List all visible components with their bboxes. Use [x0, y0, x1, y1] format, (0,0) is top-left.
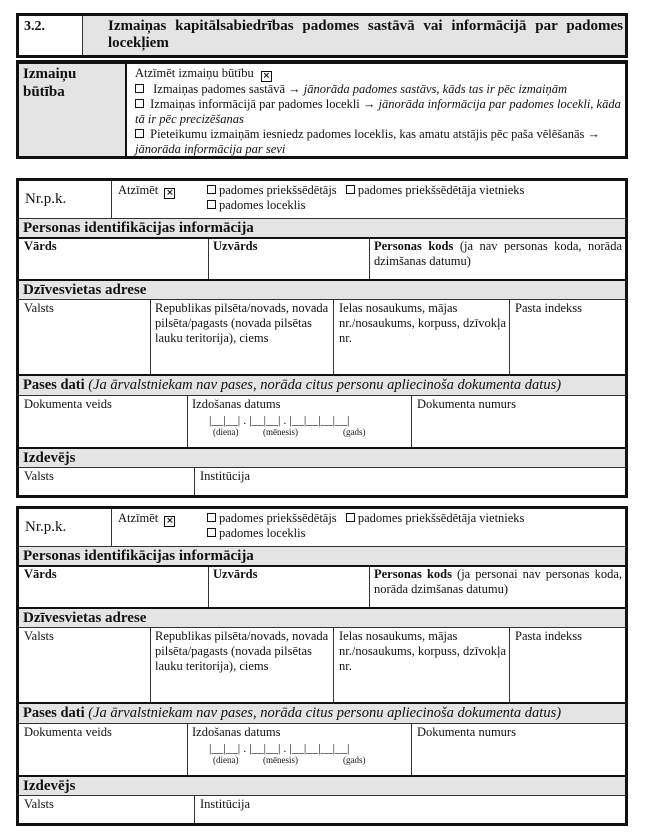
option-hint: jānorāda informācija par padomes locekli, kāda tā ir pēc precizēšanas [135, 97, 621, 126]
divider [333, 299, 334, 374]
personal-code-note: (ja nav personas koda, norāda dzimšanas datumu) [374, 239, 623, 268]
divider [19, 795, 625, 796]
first-name-label[interactable]: Vārds [24, 239, 57, 253]
nr-label: Nr.p.k. [25, 519, 67, 535]
year-caption: (gads) [343, 755, 366, 765]
checkbox-deputy[interactable] [346, 513, 355, 522]
date-slots: |__|__| . |__|__| . |__|__|__|__| [209, 413, 350, 427]
doc-type-label[interactable]: Dokumenta veids [24, 725, 112, 739]
personal-code-bold: Personas kods [374, 567, 452, 581]
passport-section-bold: Pases dati [23, 377, 85, 393]
doc-type-label[interactable]: Dokumenta veids [24, 397, 112, 411]
address-section-title: Dzīvesvietas adrese [19, 609, 625, 627]
issuer-country-label[interactable]: Valsts [24, 797, 54, 811]
city-label[interactable]: Republikas pilsēta/novads, novada pilsēta/pagasts (novada pilsētas lauku teritorija), ciems [155, 301, 329, 345]
checkbox-chairman[interactable] [207, 185, 216, 194]
city-label[interactable]: Republikas pilsēta/novads, novada pilsēta/pagasts (novada pilsētas lauku teritorija), ciems [155, 629, 329, 673]
doc-number-label[interactable]: Dokumenta numurs [417, 397, 516, 411]
checkbox-deputy[interactable] [346, 185, 355, 194]
divider [19, 467, 625, 468]
divider [509, 299, 510, 374]
role-deputy[interactable] [346, 511, 525, 525]
personal-code-note: (ja personai nav personas koda, norāda dzimšanas datumu) [374, 567, 622, 596]
role-label: padomes loceklis [219, 198, 306, 212]
checkbox-member[interactable] [207, 200, 216, 209]
option-text: Pieteikumu izmaiņām iesniedz padomes loceklis, kas amatu atstājis pēc paša vēlēšanās → [150, 127, 600, 141]
street-label[interactable]: Ielas nosaukums, mājas nr./nosaukums, korpuss, dzīvokļa nr. [339, 629, 507, 673]
year-caption: (gads) [343, 427, 366, 437]
day-caption: (diena) [213, 427, 239, 437]
change-nature-label: Izmaiņu būtība [23, 66, 77, 100]
option-member-info[interactable] [135, 97, 625, 127]
role-chairman[interactable] [207, 511, 337, 525]
passport-section-note: (Ja ārvalstniekam nav pases, norāda citus personu apliecinoša dokumenta datus) [88, 705, 562, 721]
checked-box-icon: × [166, 516, 174, 526]
section-header [16, 13, 628, 58]
divider [369, 239, 370, 279]
postal-label[interactable]: Pasta indekss [515, 629, 583, 643]
role-label: padomes priekšsēdētājs [219, 511, 337, 525]
checked-box-icon: × [262, 71, 271, 81]
divider [19, 723, 625, 724]
checked-box-icon: × [166, 188, 174, 198]
id-section-title: Personas identifikācijas informācija [19, 547, 625, 565]
personal-code-label[interactable] [374, 239, 622, 269]
postal-label[interactable]: Pasta indekss [515, 301, 583, 315]
divider [208, 567, 209, 607]
person-block-1 [16, 178, 628, 498]
passport-section-bold: Pases dati [23, 705, 85, 721]
option-text: Izmaiņas padomes sastāvā → [153, 82, 301, 96]
issue-date-label: Izdošanas datums [192, 397, 281, 411]
role-label: padomes loceklis [219, 526, 306, 540]
option-hint: jānorāda informācija par sevi [135, 142, 286, 156]
checkbox-member[interactable] [207, 528, 216, 537]
issue-date-input[interactable] [209, 741, 409, 771]
role-options [207, 183, 617, 213]
role-label: padomes priekšsēdētāja vietnieks [357, 183, 525, 197]
date-slots: |__|__| . |__|__| . |__|__|__|__| [209, 741, 350, 755]
address-section-title: Dzīvesvietas adrese [19, 281, 625, 299]
country-label[interactable]: Valsts [24, 301, 54, 315]
divider [333, 627, 334, 702]
mark-label-wrap [118, 511, 175, 527]
day-caption: (diena) [213, 755, 239, 765]
divider [150, 627, 151, 702]
option-text: Izmaiņas informācijā par padomes locekli → [150, 97, 376, 111]
option-resigned-member[interactable] [135, 127, 625, 157]
divider [208, 239, 209, 279]
doc-number-label[interactable]: Dokumenta numurs [417, 725, 516, 739]
issuer-institution-label[interactable]: Institūcija [200, 797, 250, 811]
divider [194, 795, 195, 823]
divider [19, 299, 625, 300]
personal-code-bold: Personas kods [374, 239, 454, 253]
id-section-title: Personas identifikācijas informācija [19, 219, 625, 237]
street-label[interactable]: Ielas nosaukums, mājas nr./nosaukums, korpuss, dzīvokļa nr. [339, 301, 507, 345]
month-caption: (mēnesis) [263, 755, 298, 765]
last-name-label[interactable]: Uzvārds [213, 239, 258, 253]
divider [411, 395, 412, 447]
issue-date-label: Izdošanas datums [192, 725, 281, 739]
mark-prompt-row [135, 66, 625, 82]
divider [509, 627, 510, 702]
divider [19, 627, 625, 628]
section-title: Izmaiņas kapitālsabiedrības padomes sastāvā vai informācijā par padomes locekļiem [108, 18, 623, 51]
checkbox-chairman[interactable] [207, 513, 216, 522]
role-deputy[interactable] [346, 183, 525, 197]
mark-label: Atzīmēt [118, 183, 159, 197]
nr-label: Nr.p.k. [25, 191, 67, 207]
issuer-section-title: Izdevējs [19, 449, 625, 467]
divider [187, 723, 188, 775]
issuer-section-title: Izdevējs [19, 777, 625, 795]
divider [19, 395, 625, 396]
change-nature-options [135, 66, 625, 157]
mark-prompt: Atzīmēt izmaiņu būtību [135, 66, 254, 80]
option-hint: jānorāda padomes sastāvs, kāds tas ir pēc izmaiņām [303, 82, 567, 96]
role-member[interactable] [207, 526, 305, 540]
personal-code-label[interactable] [374, 567, 622, 597]
checkbox-member-info[interactable] [135, 99, 144, 108]
section-number: 3.2. [24, 19, 45, 34]
passport-section-title [19, 704, 625, 723]
mark-label: Atzīmēt [118, 511, 159, 525]
first-name-label[interactable]: Vārds [24, 567, 57, 581]
divider [187, 395, 188, 447]
passport-section-note: (Ja ārvalstniekam nav pases, norāda citus personu apliecinoša dokumenta datus) [88, 377, 562, 393]
divider [111, 509, 112, 546]
divider [111, 181, 112, 218]
divider [369, 567, 370, 607]
mark-label-wrap [118, 183, 175, 199]
person-block-2 [16, 506, 628, 826]
change-nature-box [16, 61, 628, 159]
country-label[interactable]: Valsts [24, 629, 54, 643]
role-member[interactable] [207, 198, 305, 212]
role-chairman[interactable] [207, 183, 337, 197]
last-name-label[interactable]: Uzvārds [213, 567, 258, 581]
passport-section-title [19, 376, 625, 395]
issue-date-input[interactable] [209, 413, 409, 443]
option-composition[interactable] [135, 82, 625, 97]
checkbox-resigned-member[interactable] [135, 129, 144, 138]
role-label: padomes priekšsēdētāja vietnieks [357, 511, 525, 525]
checkbox-composition[interactable] [135, 84, 144, 93]
section-number-cell [19, 16, 83, 55]
role-options [207, 511, 617, 541]
divider [150, 299, 151, 374]
divider [411, 723, 412, 775]
role-label: padomes priekšsēdētājs [219, 183, 337, 197]
change-nature-label-cell [19, 64, 127, 156]
divider [194, 467, 195, 495]
issuer-country-label[interactable]: Valsts [24, 469, 54, 483]
issuer-institution-label[interactable]: Institūcija [200, 469, 250, 483]
month-caption: (mēnesis) [263, 427, 298, 437]
